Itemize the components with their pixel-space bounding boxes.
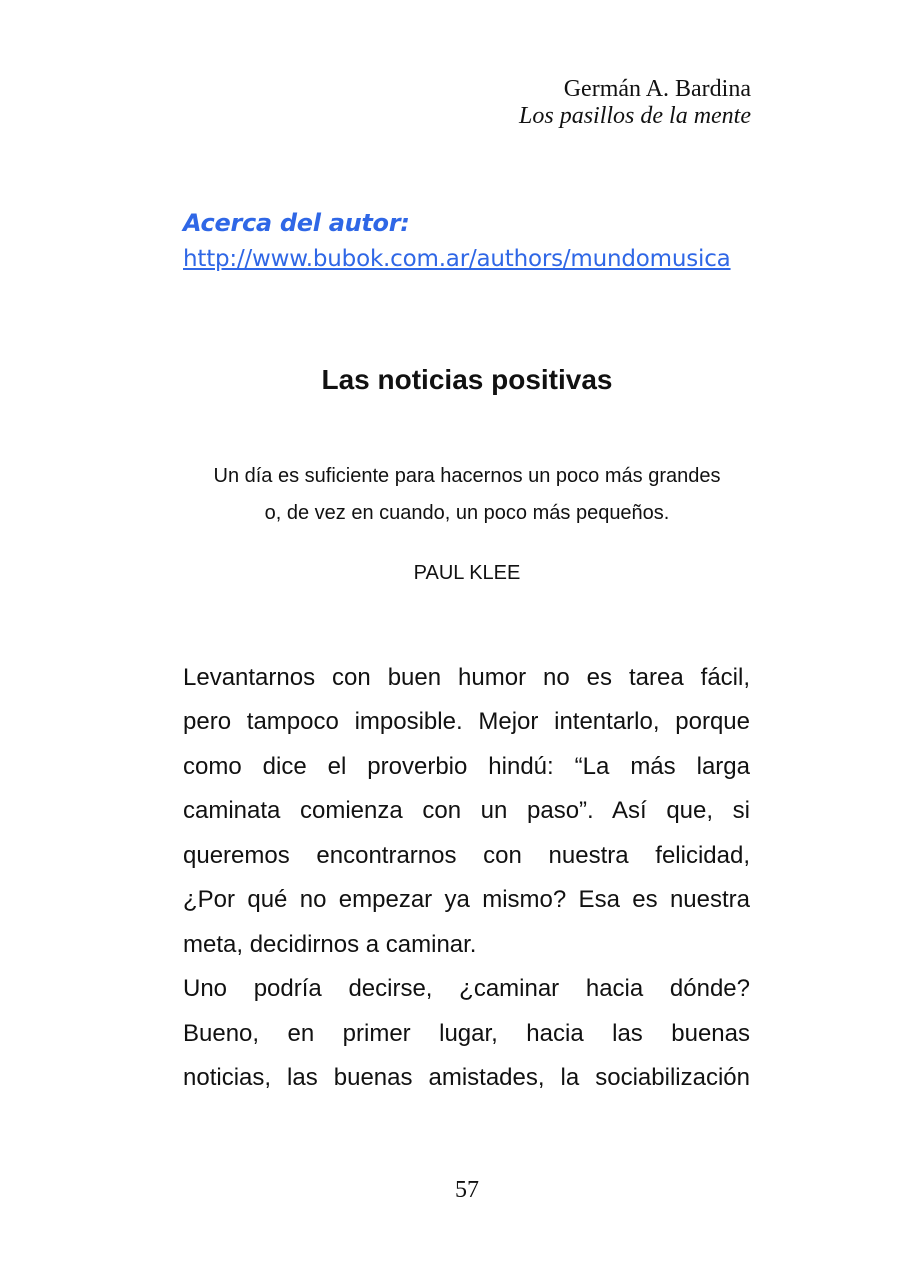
chapter-title: Las noticias positivas	[321, 364, 613, 395]
body-line: Bueno, en primer lugar, hacia las buenas	[183, 1020, 750, 1047]
page-number: 57	[455, 1177, 479, 1203]
body-line: Levantarnos con buen humor no es tarea fácil,	[183, 664, 750, 691]
body-line: queremos encontrarnos con nuestra felicidad,	[183, 842, 750, 869]
body-line: noticias, las buenas amistades, la sociabilización	[183, 1064, 750, 1091]
body-line: meta, decidirnos a caminar.	[183, 931, 477, 958]
body-line: como dice el proverbio hindú: “La más larga	[183, 753, 750, 780]
epigraph-line-1: Un día es suficiente para hacernos un poco más grandes	[213, 465, 721, 487]
about-author-heading: Acerca del autor:	[183, 209, 410, 237]
body-line: pero tampoco imposible. Mejor intentarlo, porque	[183, 708, 750, 735]
epigraph-attribution: PAUL KLEE	[413, 562, 521, 584]
running-header-author: Germán A. Bardina	[563, 76, 751, 102]
body-line: caminata comienza con un paso”. Así que, si	[183, 797, 750, 824]
running-header-book-title: Los pasillos de la mente	[519, 103, 751, 129]
body-line: ¿Por qué no empezar ya mismo? Esa es nuestra	[183, 886, 750, 913]
author-profile-link[interactable]: http://www.bubok.com.ar/authors/mundomusica	[183, 246, 731, 272]
epigraph-line-2: o, de vez en cuando, un poco más pequeños.	[264, 502, 670, 524]
body-line: Uno podría decirse, ¿caminar hacia dónde?	[183, 975, 750, 1002]
